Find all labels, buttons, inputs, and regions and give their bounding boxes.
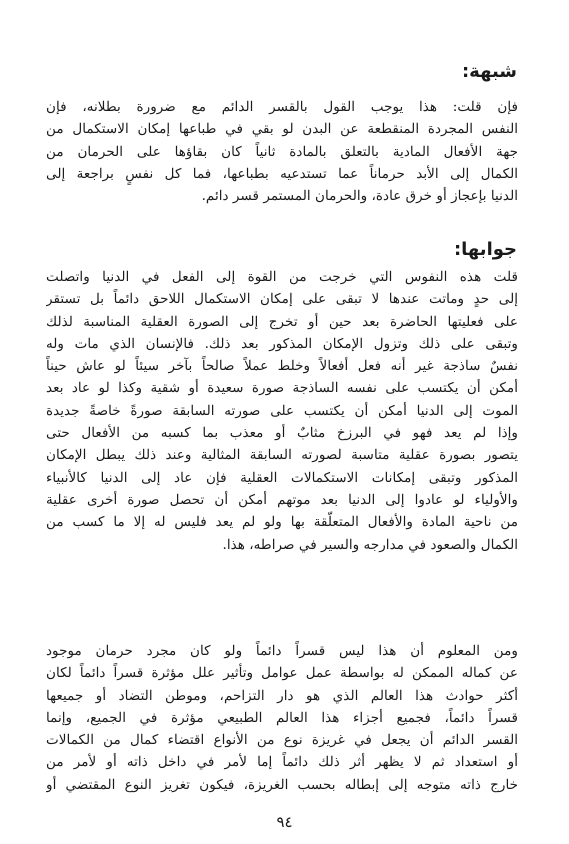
text-line: خارج ذاته متوجه إلى إبطاله بحسب الغريزة، فيكون تغريز النوع المقتضي أو xyxy=(46,776,518,793)
text-line: عن كماله الممكن له بواسطة عمل عوامل وتأثير علل مؤثرة قسراً دائماً لكان xyxy=(46,665,518,682)
text-line: القسر الدائم أن يجعل في غريزة نوع من الأنواع اقتضاء كمال من الكمالات xyxy=(46,732,518,749)
text-line: ومن المعلوم أن هذا ليس قسراً دائماً ولو كان مجرد حرمان موجود xyxy=(46,643,518,659)
answer-paragraph-2 xyxy=(46,640,518,796)
text-line: فإن قلت: هذا يوجب القول بالقسر الدائم مع ضرورة بطلانه، فإن xyxy=(46,99,518,115)
text-line: الدنيا بإعجاز أو خرق عادة، والحرمان المستمر قسر دائم. xyxy=(201,188,518,205)
text-line: النفس المجردة المنقطعة عن البدن لو بقي في طباعها إمكان الاستكمال من xyxy=(46,121,518,138)
text-line: وتبقى على ذلك وتزول الإمكان المذكور بعد ذلك. فالإنسان الذي مات وله xyxy=(46,335,518,352)
section-heading-objection: شبهة: xyxy=(461,61,517,82)
text-line: إلى حدٍ وماتت عندها لا تبقى على إمكان الاستكمال اللاحق دائماً بل تستقر xyxy=(46,291,518,308)
text-line: قلت هذه النفوس التي خرجت من القوة إلى الفعل في الدنيا واتصلت xyxy=(46,269,518,285)
objection-paragraph xyxy=(46,96,518,207)
text-line: وإذا لم يعد فهو في البرزخ مثابٌ أو معذب بما كسبه من الأفعال حتى xyxy=(46,425,518,442)
text-line: أو استعداد ثم لا يظهر أثر ذلك دائماً إما لأمر في داخل ذاته أو لأمر من xyxy=(46,754,518,771)
text-line: جهة الأفعال المادية بالتعلق بالمادة ثانياً كان بقاؤها على الحرمان من xyxy=(46,143,518,160)
page-number: ٩٤ xyxy=(276,813,293,831)
text-line: المذكور وتبقى إمكانات الاستكمالات العقلية فإن عاد إلى الدنيا كالأنبياء xyxy=(46,469,518,486)
text-line: أمكن أن يكتسب على نفسه الساذجة صورة سعيدة أو شقية وكذا لو عاد بعد xyxy=(46,380,518,397)
text-line: والأولياء لو عادوا إلى الدنيا بعد موتهم أمكن أن تحصل صورة أخرى عقلية xyxy=(46,491,518,508)
text-line: الكمال إلى الأبد حرماناً عما تستدعيه بطباعها، فما كل نفسٍ براجعة إلى xyxy=(46,165,518,182)
text-line: على فعليتها الحاضرة بعد حين أو تخرج إلى الصورة العقلية المناسبة لذلك xyxy=(46,313,518,330)
text-line: نفسٌ ساذجة غير أنه فعل أفعالاً وخلط عملاً صالحاً بآخر سيئاً لو عاش حيناً xyxy=(46,358,518,375)
text-line: يتصور بصورة عقلية متاسبة لصورته السابقة المثالية وعند ذلك يبطل الإمكان xyxy=(46,447,518,464)
text-line: أكثر حوادث هذا العالم الذي هو دار التزاحم، وموطن التضاد أو جميعها xyxy=(46,687,518,704)
text-line: الكمال والصعود في مدارجه والسير في صراطه، هذا. xyxy=(222,536,518,553)
text-line: من ناحية المادة والأفعال المتعلّقة بها ولو لم يعد فليس له إلا ما كسب من xyxy=(46,514,518,531)
text-line: قسراً دائماً، فجميع أجزاء هذا العالم الطبيعي مؤثرة في الجميع، وإنما xyxy=(46,709,518,726)
text-line: الموت إلى الدنيا أمكن أن يكتسب على صورته السابقة صورةً خاصةً جديدة xyxy=(46,402,518,419)
section-heading-answer: جوابها: xyxy=(453,239,517,260)
answer-paragraph-1 xyxy=(46,266,518,556)
